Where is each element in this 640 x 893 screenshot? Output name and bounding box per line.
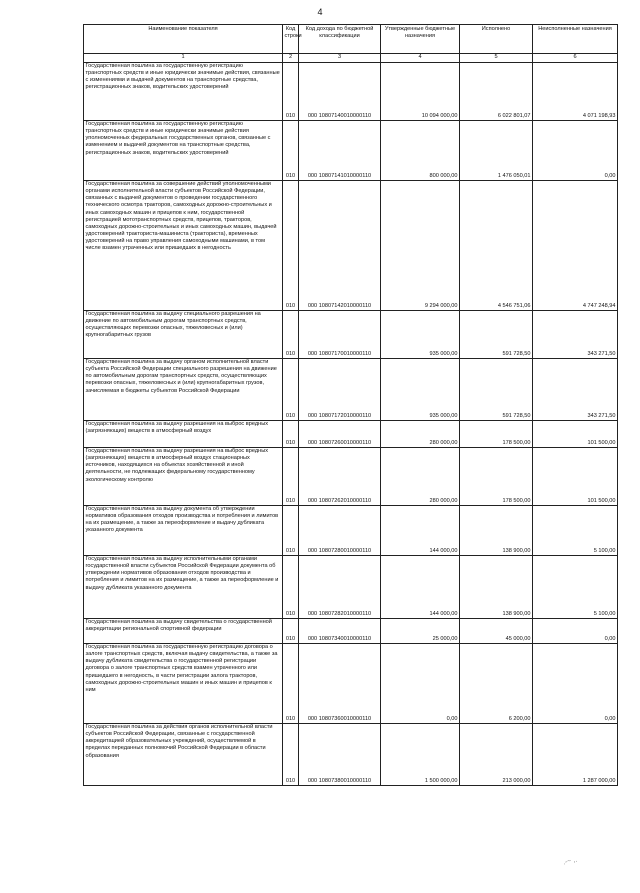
executed-amount-cell: 6 022 801,07 [460, 63, 533, 121]
header-indicator-name: Наименование показателя [84, 25, 283, 54]
classification-code-cell: 000 10807282010000110 [299, 556, 381, 619]
column-number: 2 [283, 54, 299, 63]
unexecuted-amount-cell: 101 500,00 [533, 448, 618, 506]
indicator-name-cell: Государственная пошлина за выдачу специального разрешения на движение по автомобильным дорогам транспортных средств, осуществляющих перевозки опасных, тяжеловесных и (или) крупногабаритных грузов [84, 311, 283, 359]
line-code-cell: 010 [283, 181, 299, 311]
indicator-name-cell: Государственная пошлина за выдачу исполнительными органами государственной власти субъектов Российской Федерации документа об утверждении нормативов образования отходов производства и потребления и лимитов на их размещение, а также за переоформление и выдачу дубликата указанного документа [84, 556, 283, 619]
indicator-name-cell: Государственная пошлина за государственную регистрацию транспортных средств и иные юридически значимые действия уполномоченных федеральных государственных органов, связанные с изменением и выдачей документов на транспортные средства, регистрационных знаков, водительских удостоверений [84, 121, 283, 181]
approved-amount-cell: 800 000,00 [381, 121, 460, 181]
indicator-name-cell: Государственная пошлина за совершение действий уполномоченными органами исполнительной власти субъектов Российской Федерации, связанных с выдачей документов о проведении государственного технического осмотра тракторов, самоходных дорожно-строительных и иных самоходных машин и прицепов к ним, государственной регистрацией мототранспортных средств, прицепов, тракторов, самоходных дорожно-строительных и иных самоходных машин, выдачей удостоверений тракториста-машиниста (тракториста), временных удостоверений на право управления самоходными машинами, в том числе взамен утраченных или пришедших в негодность [84, 181, 283, 311]
unexecuted-amount-cell: 5 100,00 [533, 556, 618, 619]
column-number: 6 [533, 54, 618, 63]
table-row [84, 448, 618, 506]
line-code-cell: 010 [283, 311, 299, 359]
indicator-name-cell: Государственная пошлина за государственную регистрацию транспортных средств и иные юридически значимые действия, связанные с изменениями и выдачей документов на транспортные средства, регистрационных знаков, водительских удостоверений [84, 63, 283, 121]
indicator-name-cell: Государственная пошлина за выдачу разрешения на выброс вредных (загрязняющих) веществ в атмосферный воздух стационарных источников, находящихся на объектах хозяйственной и иной деятельности, не подлежащих федеральному государственному экологическому контролю [84, 448, 283, 506]
column-number: 1 [84, 54, 283, 63]
line-code-cell: 010 [283, 724, 299, 786]
classification-code-cell: 000 10807360010000110 [299, 644, 381, 724]
handwritten-mark-icon: .-~ ,. [562, 856, 578, 867]
unexecuted-amount-cell: 4 747 248,94 [533, 181, 618, 311]
table-row [84, 181, 618, 311]
header-unexecuted-assignments: Неисполненные назначения [533, 25, 618, 54]
line-code-cell: 010 [283, 556, 299, 619]
unexecuted-amount-cell: 343 271,50 [533, 359, 618, 421]
executed-amount-cell: 138 900,00 [460, 556, 533, 619]
executed-amount-cell: 178 500,00 [460, 421, 533, 448]
unexecuted-amount-cell: 0,00 [533, 644, 618, 724]
unexecuted-amount-cell: 0,00 [533, 121, 618, 181]
header-executed: Исполнено [460, 25, 533, 54]
table-row [84, 506, 618, 556]
line-code-cell: 010 [283, 644, 299, 724]
indicator-name-cell: Государственная пошлина за выдачу свидетельства о государственной аккредитации региональной спортивной федерации [84, 619, 283, 644]
budget-execution-table [83, 24, 618, 786]
table-header-row [84, 25, 618, 54]
executed-amount-cell: 1 476 050,01 [460, 121, 533, 181]
classification-code-cell: 000 10807172010000110 [299, 359, 381, 421]
approved-amount-cell: 144 000,00 [381, 506, 460, 556]
table-row [84, 644, 618, 724]
approved-amount-cell: 10 094 000,00 [381, 63, 460, 121]
approved-amount-cell: 280 000,00 [381, 448, 460, 506]
executed-amount-cell: 178 500,00 [460, 448, 533, 506]
classification-code-cell: 000 10807260010000110 [299, 421, 381, 448]
approved-amount-cell: 935 000,00 [381, 359, 460, 421]
classification-code-cell: 000 10807140010000110 [299, 63, 381, 121]
classification-code-cell: 000 10807170010000110 [299, 311, 381, 359]
unexecuted-amount-cell: 343 271,50 [533, 311, 618, 359]
approved-amount-cell: 0,00 [381, 644, 460, 724]
approved-amount-cell: 144 000,00 [381, 556, 460, 619]
executed-amount-cell: 591 728,50 [460, 359, 533, 421]
indicator-name-cell: Государственная пошлина за государственную регистрацию договора о залоге транспортных средств, включая выдачу свидетельства, а также за выдачу дубликата свидетельства о государственной регистрации договора о залоге транспортных средств взамен утраченного или пришедшего в негодность, в части регистрации залога тракторов, самоходных дорожно-строительных машин и иных машин и прицепов к ним [84, 644, 283, 724]
classification-code-cell: 000 10807280010000110 [299, 506, 381, 556]
indicator-name-cell: Государственная пошлина за выдачу органом исполнительной власти субъекта Российской Федерации специального разрешения на движение по автомобильным дорогам транспортных средств, осуществляющих перевозки опасных, тяжеловесных и (или) крупногабаритных грузов, зачисляемая в бюджеты субъектов Российской Федерации [84, 359, 283, 421]
line-code-cell: 010 [283, 63, 299, 121]
header-line-code: Код строки [283, 25, 299, 54]
line-code-cell: 010 [283, 619, 299, 644]
line-code-cell: 010 [283, 448, 299, 506]
table-row [84, 619, 618, 644]
unexecuted-amount-cell: 101 500,00 [533, 421, 618, 448]
approved-amount-cell: 1 500 000,00 [381, 724, 460, 786]
classification-code-cell: 000 10807340010000110 [299, 619, 381, 644]
column-numbers-row [84, 54, 618, 63]
classification-code-cell: 000 10807262010000110 [299, 448, 381, 506]
line-code-cell: 010 [283, 121, 299, 181]
table-row [84, 359, 618, 421]
approved-amount-cell: 935 000,00 [381, 311, 460, 359]
approved-amount-cell: 280 000,00 [381, 421, 460, 448]
executed-amount-cell: 138 900,00 [460, 506, 533, 556]
unexecuted-amount-cell: 4 071 198,93 [533, 63, 618, 121]
indicator-name-cell: Государственная пошлина за действия органов исполнительной власти субъектов Российской Федерации, связанные с государственной аккредитацией образовательных учреждений, осуществляемой в пределах переданных полномочий Российской Федерации в области образования [84, 724, 283, 786]
executed-amount-cell: 6 200,00 [460, 644, 533, 724]
table-row [84, 121, 618, 181]
table-row [84, 63, 618, 121]
executed-amount-cell: 591 728,50 [460, 311, 533, 359]
column-number: 3 [299, 54, 381, 63]
approved-amount-cell: 9 294 000,00 [381, 181, 460, 311]
unexecuted-amount-cell: 5 100,00 [533, 506, 618, 556]
line-code-cell: 010 [283, 359, 299, 421]
executed-amount-cell: 45 000,00 [460, 619, 533, 644]
unexecuted-amount-cell: 1 287 000,00 [533, 724, 618, 786]
classification-code-cell: 000 10807142010000110 [299, 181, 381, 311]
table-row [84, 421, 618, 448]
executed-amount-cell: 4 546 751,06 [460, 181, 533, 311]
approved-amount-cell: 25 000,00 [381, 619, 460, 644]
table-row [84, 556, 618, 619]
indicator-name-cell: Государственная пошлина за выдачу документа об утверждении нормативов образования отходов производства и потребления и лимитов на их размещение, а также за переоформление и выдачу дубликата указанного документа [84, 506, 283, 556]
column-number: 5 [460, 54, 533, 63]
indicator-name-cell: Государственная пошлина за выдачу разрешения на выброс вредных (загрязняющих) веществ в атмосферный воздух [84, 421, 283, 448]
page-number: 4 [317, 7, 323, 17]
header-approved-assignments: Утвержденные бюджетные назначения [381, 25, 460, 54]
header-classification-code: Код дохода по бюджетной классификации [299, 25, 381, 54]
line-code-cell: 010 [283, 421, 299, 448]
table-row [84, 311, 618, 359]
column-number: 4 [381, 54, 460, 63]
unexecuted-amount-cell: 0,00 [533, 619, 618, 644]
executed-amount-cell: 213 000,00 [460, 724, 533, 786]
line-code-cell: 010 [283, 506, 299, 556]
table-row [84, 724, 618, 786]
classification-code-cell: 000 10807141010000110 [299, 121, 381, 181]
classification-code-cell: 000 10807380010000110 [299, 724, 381, 786]
